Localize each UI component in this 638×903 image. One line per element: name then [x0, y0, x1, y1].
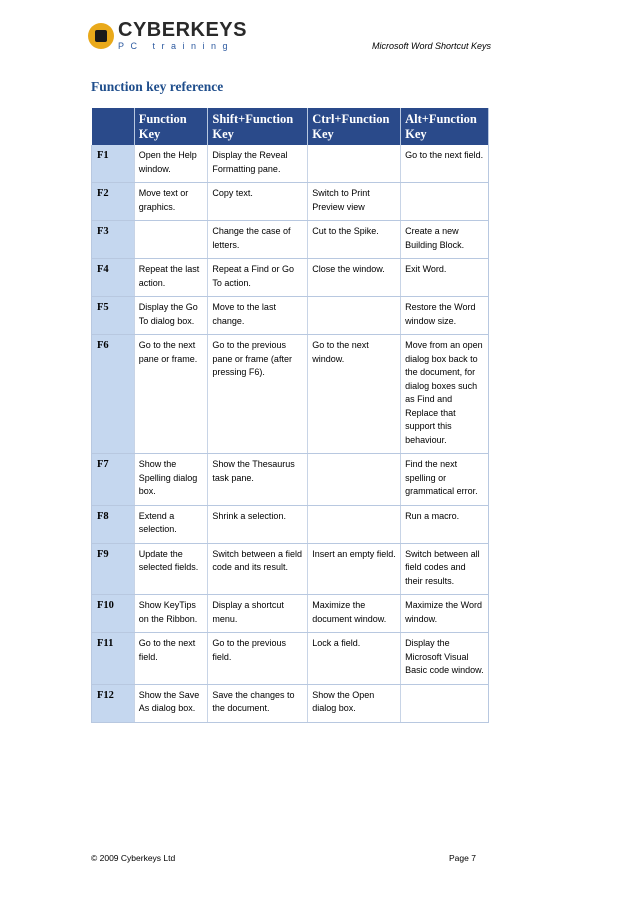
header-alt-function-key: Alt+Function Key — [401, 108, 489, 145]
alt-cell — [401, 684, 489, 722]
logo-sub-text: PC training — [118, 41, 235, 51]
logo-mark-icon — [88, 23, 114, 49]
key-cell: F6 — [92, 335, 135, 454]
alt-cell: Switch between all field codes and their results. — [401, 543, 489, 595]
shift-cell: Go to the previous field. — [208, 633, 308, 685]
function-cell: Show the Spelling dialog box. — [134, 454, 208, 506]
logo-text — [118, 20, 247, 51]
table-body — [92, 145, 489, 722]
key-cell: F8 — [92, 505, 135, 543]
function-key-table — [91, 108, 489, 723]
table-row — [92, 259, 489, 297]
shift-cell: Shrink a selection. — [208, 505, 308, 543]
key-cell: F5 — [92, 297, 135, 335]
footer-copyright: © 2009 Cyberkeys Ltd — [91, 853, 176, 863]
cyberkeys-logo — [88, 20, 247, 51]
table-row — [92, 543, 489, 595]
table-row — [92, 505, 489, 543]
footer-page-number: Page 7 — [449, 853, 476, 863]
table-row — [92, 595, 489, 633]
key-cell: F10 — [92, 595, 135, 633]
alt-cell: Maximize the Word window. — [401, 595, 489, 633]
table-row — [92, 145, 489, 183]
shift-cell: Show the Thesaurus task pane. — [208, 454, 308, 506]
function-cell: Repeat the last action. — [134, 259, 208, 297]
ctrl-cell — [308, 297, 401, 335]
alt-cell: Run a macro. — [401, 505, 489, 543]
ctrl-cell — [308, 505, 401, 543]
alt-cell: Move from an open dialog box back to the document, for dialog boxes such as Find and Replace that support this behaviour. — [401, 335, 489, 454]
alt-cell: Display the Microsoft Visual Basic code window. — [401, 633, 489, 685]
function-cell — [134, 221, 208, 259]
key-cell: F12 — [92, 684, 135, 722]
header-ctrl-function-key: Ctrl+Function Key — [308, 108, 401, 145]
table-row — [92, 684, 489, 722]
ctrl-cell: Insert an empty field. — [308, 543, 401, 595]
table-row — [92, 183, 489, 221]
table-row — [92, 454, 489, 506]
function-cell: Move text or graphics. — [134, 183, 208, 221]
shift-cell: Copy text. — [208, 183, 308, 221]
section-title: Function key reference — [91, 79, 224, 94]
function-cell: Go to the next pane or frame. — [134, 335, 208, 454]
ctrl-cell: Lock a field. — [308, 633, 401, 685]
function-cell: Show the Save As dialog box. — [134, 684, 208, 722]
header-function-key: Function Key — [134, 108, 208, 145]
key-cell: F7 — [92, 454, 135, 506]
table-row — [92, 221, 489, 259]
key-cell: F3 — [92, 221, 135, 259]
ctrl-cell: Show the Open dialog box. — [308, 684, 401, 722]
table-header-row — [92, 108, 489, 145]
function-cell: Go to the next field. — [134, 633, 208, 685]
shift-cell: Save the changes to the document. — [208, 684, 308, 722]
header-shift-function-key: Shift+Function Key — [208, 108, 308, 145]
ctrl-cell: Go to the next window. — [308, 335, 401, 454]
header-corner — [92, 108, 135, 145]
alt-cell: Find the next spelling or grammatical error. — [401, 454, 489, 506]
function-cell: Open the Help window. — [134, 145, 208, 183]
key-cell: F9 — [92, 543, 135, 595]
alt-cell: Exit Word. — [401, 259, 489, 297]
function-cell: Display the Go To dialog box. — [134, 297, 208, 335]
shift-cell: Go to the previous pane or frame (after pressing F6). — [208, 335, 308, 454]
alt-cell: Create a new Building Block. — [401, 221, 489, 259]
key-cell: F11 — [92, 633, 135, 685]
alt-cell: Restore the Word window size. — [401, 297, 489, 335]
shift-cell: Change the case of letters. — [208, 221, 308, 259]
logo-main-text: CYBERKEYS — [118, 19, 247, 41]
table-row — [92, 297, 489, 335]
document-title: Microsoft Word Shortcut Keys — [371, 41, 491, 51]
ctrl-cell: Maximize the document window. — [308, 595, 401, 633]
ctrl-cell: Cut to the Spike. — [308, 221, 401, 259]
shift-cell: Repeat a Find or Go To action. — [208, 259, 308, 297]
function-cell: Extend a selection. — [134, 505, 208, 543]
shift-cell: Move to the last change. — [208, 297, 308, 335]
alt-cell: Go to the next field. — [401, 145, 489, 183]
key-cell: F1 — [92, 145, 135, 183]
shift-cell: Display the Reveal Formatting pane. — [208, 145, 308, 183]
function-cell: Show KeyTips on the Ribbon. — [134, 595, 208, 633]
ctrl-cell: Close the window. — [308, 259, 401, 297]
key-cell: F4 — [92, 259, 135, 297]
table-row — [92, 335, 489, 454]
shift-cell: Display a shortcut menu. — [208, 595, 308, 633]
function-cell: Update the selected fields. — [134, 543, 208, 595]
alt-cell — [401, 183, 489, 221]
shift-cell: Switch between a field code and its result. — [208, 543, 308, 595]
ctrl-cell — [308, 454, 401, 506]
ctrl-cell: Switch to Print Preview view — [308, 183, 401, 221]
ctrl-cell — [308, 145, 401, 183]
key-cell: F2 — [92, 183, 135, 221]
table-row — [92, 633, 489, 685]
